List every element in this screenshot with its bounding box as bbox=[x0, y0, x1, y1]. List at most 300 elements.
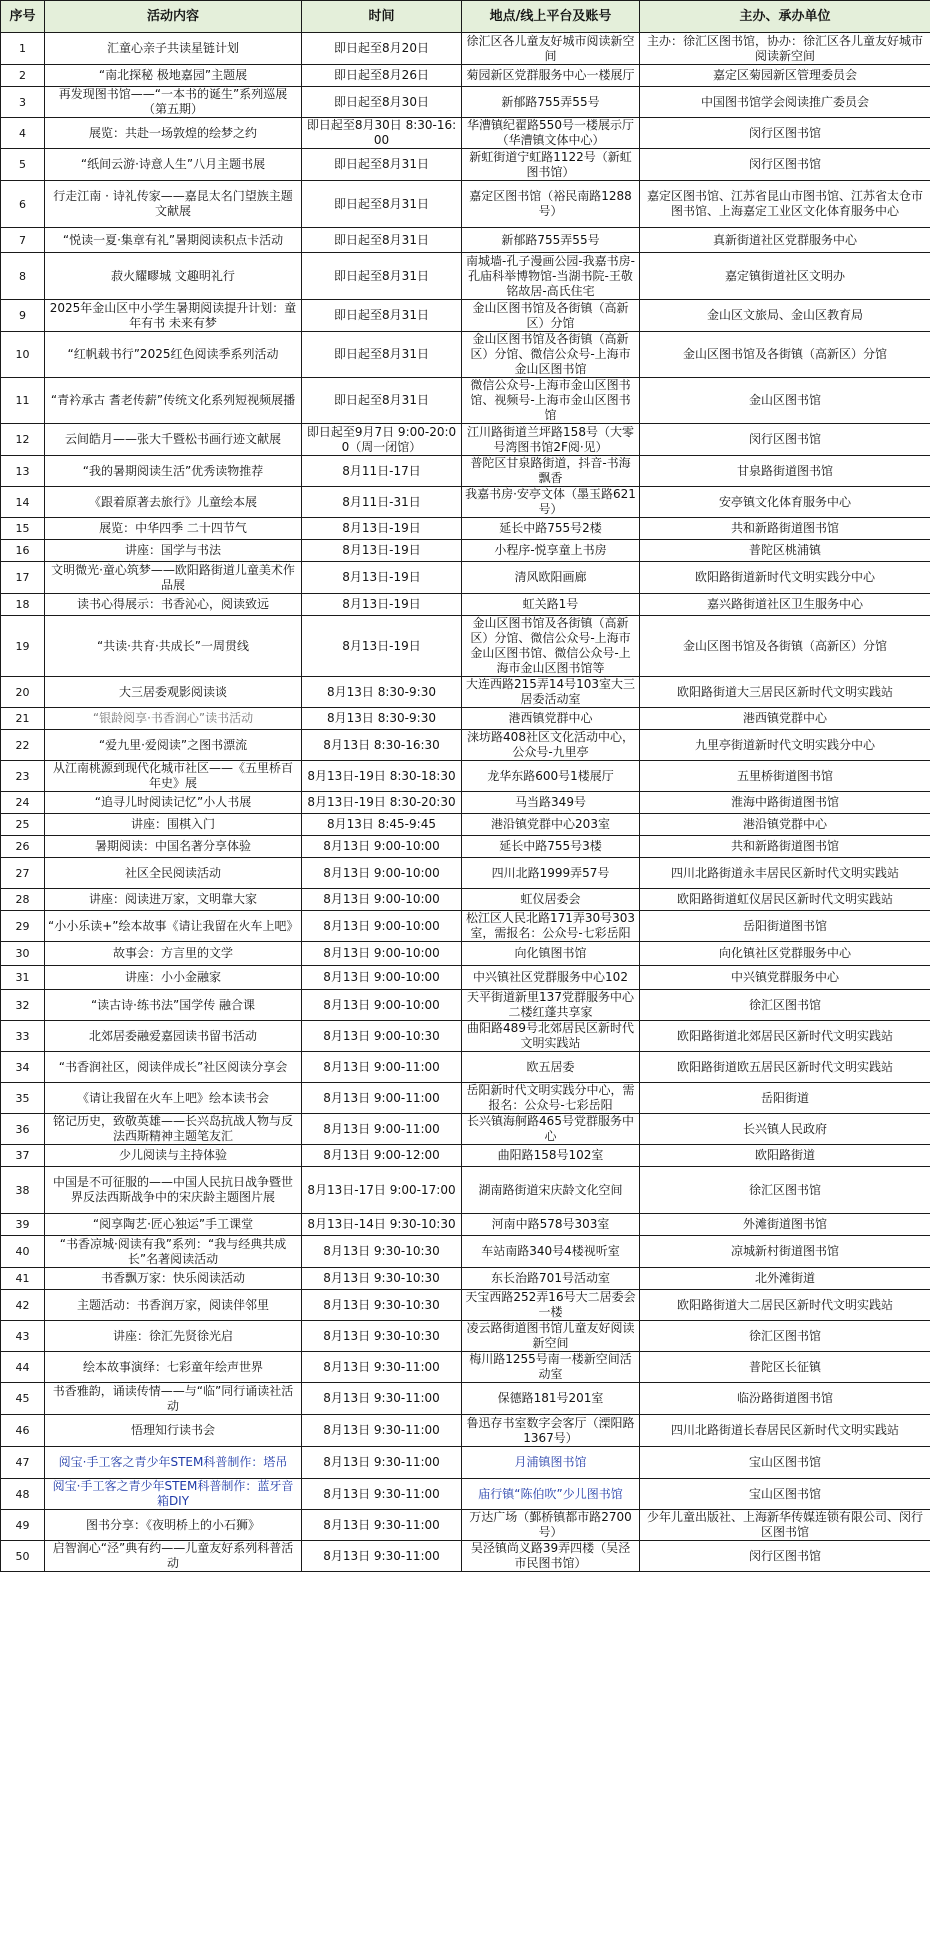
cell-time: 8月13日 8:30-9:30 bbox=[302, 708, 462, 730]
cell-no: 11 bbox=[1, 378, 45, 424]
cell-place: 金山区图书馆及各街镇（高新区）分馆、微信公众号-上海市金山区图书馆 bbox=[462, 332, 640, 378]
cell-no: 39 bbox=[1, 1214, 45, 1236]
cell-place: 天平街道新里137党群服务中心二楼红蓬共享家 bbox=[462, 990, 640, 1021]
table-header-row bbox=[1, 1, 930, 33]
cell-place: 马当路349号 bbox=[462, 792, 640, 814]
cell-no: 44 bbox=[1, 1352, 45, 1383]
cell-content: 菽火耀疁城 文趣明礼行 bbox=[45, 253, 302, 300]
cell-content: “银龄阅享·书香润心”读书活动 bbox=[45, 708, 302, 730]
table-row bbox=[1, 424, 930, 456]
cell-content: “纸间云游·诗意人生”八月主题书展 bbox=[45, 149, 302, 181]
cell-place: 庙行镇“陈伯吹”少儿图书馆 bbox=[462, 1479, 640, 1510]
cell-no: 12 bbox=[1, 424, 45, 456]
cell-time: 8月13日-14日 9:30-10:30 bbox=[302, 1214, 462, 1236]
cell-no: 20 bbox=[1, 677, 45, 708]
cell-org: 九里亭街道新时代文明实践分中心 bbox=[640, 730, 930, 761]
cell-place: 岳阳新时代文明实践分中心，需报名：公众号-七彩岳阳 bbox=[462, 1083, 640, 1114]
cell-no: 8 bbox=[1, 253, 45, 300]
table-row bbox=[1, 1510, 930, 1541]
table-row bbox=[1, 1290, 930, 1321]
cell-no: 31 bbox=[1, 966, 45, 990]
cell-org: 闵行区图书馆 bbox=[640, 424, 930, 456]
cell-no: 9 bbox=[1, 300, 45, 332]
cell-content: 从江南桃源到现代化城市社区——《五里桥百年史》展 bbox=[45, 761, 302, 792]
cell-time: 8月13日 9:30-11:00 bbox=[302, 1510, 462, 1541]
cell-content: 暑期阅读：中国名著分享体验 bbox=[45, 836, 302, 858]
cell-no: 3 bbox=[1, 87, 45, 118]
cell-org: 真新街道社区党群服务中心 bbox=[640, 228, 930, 253]
cell-org: 共和新路街道图书馆 bbox=[640, 518, 930, 540]
cell-time: 即日起至8月31日 bbox=[302, 253, 462, 300]
cell-time: 8月13日-19日 bbox=[302, 518, 462, 540]
cell-content: 书香雅韵，诵读传情——与“临”同行诵读社活动 bbox=[45, 1383, 302, 1415]
cell-org: 金山区图书馆及各街镇（高新区）分馆 bbox=[640, 332, 930, 378]
cell-content: 讲座：国学与书法 bbox=[45, 540, 302, 562]
cell-org: 共和新路街道图书馆 bbox=[640, 836, 930, 858]
cell-place: 虹仪居委会 bbox=[462, 889, 640, 911]
cell-time: 8月13日 9:00-10:30 bbox=[302, 1021, 462, 1052]
table-row bbox=[1, 87, 930, 118]
cell-no: 21 bbox=[1, 708, 45, 730]
cell-time: 即日起至8月31日 bbox=[302, 149, 462, 181]
cell-content: 中国是不可征服的——中国人民抗日战争暨世界反法西斯战争中的宋庆龄主题图片展 bbox=[45, 1167, 302, 1214]
cell-org: 岳阳街道 bbox=[640, 1083, 930, 1114]
table-row bbox=[1, 594, 930, 616]
cell-content: “青衿承古 耆老传薪”传统文化系列短视频展播 bbox=[45, 378, 302, 424]
cell-place: 金山区图书馆及各街镇（高新区）分馆、微信公众号-上海市金山区图书馆、微信公众号-上海市金山区图书馆等 bbox=[462, 616, 640, 677]
cell-place: 金山区图书馆及各街镇（高新区）分馆 bbox=[462, 300, 640, 332]
cell-place: 我嘉书房·安亭文体（墨玉路621号） bbox=[462, 487, 640, 518]
cell-no: 5 bbox=[1, 149, 45, 181]
cell-no: 15 bbox=[1, 518, 45, 540]
cell-time: 8月13日 9:00-10:00 bbox=[302, 836, 462, 858]
table-row bbox=[1, 616, 930, 677]
cell-place: 延长中路755号3楼 bbox=[462, 836, 640, 858]
cell-time: 8月13日 9:00-11:00 bbox=[302, 1052, 462, 1083]
cell-org: 普陀区桃浦镇 bbox=[640, 540, 930, 562]
cell-place: 湖南路街道宋庆龄文化空间 bbox=[462, 1167, 640, 1214]
table-row bbox=[1, 562, 930, 594]
cell-no: 10 bbox=[1, 332, 45, 378]
cell-place: 华漕镇纪翟路550号一楼展示厅（华漕镇文体中心） bbox=[462, 118, 640, 149]
cell-time: 8月13日 8:45-9:45 bbox=[302, 814, 462, 836]
cell-time: 8月13日 8:30-9:30 bbox=[302, 677, 462, 708]
table-row bbox=[1, 1214, 930, 1236]
cell-time: 8月13日 9:30-11:00 bbox=[302, 1447, 462, 1479]
header-place: 地点/线上平台及账号 bbox=[462, 1, 640, 33]
table-row bbox=[1, 253, 930, 300]
header-time: 时间 bbox=[302, 1, 462, 33]
cell-place: 菊园新区党群服务中心一楼展厅 bbox=[462, 65, 640, 87]
cell-place: 新虹街道宁虹路1122号（新虹图书馆） bbox=[462, 149, 640, 181]
table-row bbox=[1, 228, 930, 253]
cell-place: 天宝西路252弄16号大二居委会一楼 bbox=[462, 1290, 640, 1321]
cell-place: 向化镇图书馆 bbox=[462, 942, 640, 966]
cell-org: 四川北路街道长春居民区新时代文明实践站 bbox=[640, 1415, 930, 1447]
cell-place: 曲阳路158号102室 bbox=[462, 1145, 640, 1167]
cell-content: 图书分享：《夜明桥上的小石狮》 bbox=[45, 1510, 302, 1541]
cell-content: 云间皓月——张大千暨松书画行迹文献展 bbox=[45, 424, 302, 456]
table-row bbox=[1, 814, 930, 836]
cell-org: 嘉兴路街道社区卫生服务中心 bbox=[640, 594, 930, 616]
table-row bbox=[1, 708, 930, 730]
cell-no: 42 bbox=[1, 1290, 45, 1321]
cell-org: 嘉定区图书馆、江苏省昆山市图书馆、江苏省太仓市图书馆、上海嘉定工业区文化体育服务中心 bbox=[640, 181, 930, 228]
cell-no: 27 bbox=[1, 858, 45, 889]
cell-no: 17 bbox=[1, 562, 45, 594]
cell-org: 凉城新村街道图书馆 bbox=[640, 1236, 930, 1268]
cell-time: 8月13日-19日 8:30-18:30 bbox=[302, 761, 462, 792]
table-row bbox=[1, 761, 930, 792]
cell-content: 北郊居委融爱嘉园读书留书活动 bbox=[45, 1021, 302, 1052]
cell-org: 欧阳路街道 bbox=[640, 1145, 930, 1167]
cell-time: 8月13日-17日 9:00-17:00 bbox=[302, 1167, 462, 1214]
cell-place: 四川北路1999弄57号 bbox=[462, 858, 640, 889]
cell-content: “小小乐读+”绘本故事《请让我留在火车上吧》 bbox=[45, 911, 302, 942]
cell-org: 五里桥街道图书馆 bbox=[640, 761, 930, 792]
cell-org: 金山区图书馆 bbox=[640, 378, 930, 424]
cell-time: 8月13日-19日 bbox=[302, 594, 462, 616]
cell-org: 徐汇区图书馆 bbox=[640, 1321, 930, 1352]
cell-content: 读书心得展示：书香沁心，阅读致远 bbox=[45, 594, 302, 616]
cell-time: 即日起至8月31日 bbox=[302, 378, 462, 424]
table-row bbox=[1, 1052, 930, 1083]
cell-content: 讲座：小小金融家 bbox=[45, 966, 302, 990]
table-row bbox=[1, 792, 930, 814]
cell-no: 22 bbox=[1, 730, 45, 761]
cell-content: 社区全民阅读活动 bbox=[45, 858, 302, 889]
cell-place: 东长治路701号活动室 bbox=[462, 1268, 640, 1290]
header-content: 活动内容 bbox=[45, 1, 302, 33]
cell-content: “爱九里·爱阅读”之图书漂流 bbox=[45, 730, 302, 761]
cell-place: 微信公众号-上海市金山区图书馆、视频号-上海市金山区图书馆 bbox=[462, 378, 640, 424]
cell-content: 展览：共赴一场敦煌的绘梦之约 bbox=[45, 118, 302, 149]
cell-place: 龙华东路600号1楼展厅 bbox=[462, 761, 640, 792]
table-row bbox=[1, 118, 930, 149]
table-row bbox=[1, 456, 930, 487]
header-no: 序号 bbox=[1, 1, 45, 33]
cell-place: 小程序-悦享童上书房 bbox=[462, 540, 640, 562]
cell-content: “书香凉城·阅读有我”系列：“我与经典共成长”名著阅读活动 bbox=[45, 1236, 302, 1268]
cell-place: 梅川路1255号南一楼新空间活动室 bbox=[462, 1352, 640, 1383]
cell-content: 讲座：徐汇先贤徐光启 bbox=[45, 1321, 302, 1352]
cell-no: 43 bbox=[1, 1321, 45, 1352]
cell-content: 2025年金山区中小学生暑期阅读提升计划：童年有书 未来有梦 bbox=[45, 300, 302, 332]
table-row bbox=[1, 1021, 930, 1052]
table-row bbox=[1, 540, 930, 562]
table-row bbox=[1, 65, 930, 87]
cell-content: 展览：中华四季 二十四节气 bbox=[45, 518, 302, 540]
cell-no: 1 bbox=[1, 33, 45, 65]
cell-time: 8月13日 9:30-10:30 bbox=[302, 1321, 462, 1352]
cell-time: 8月13日 9:30-11:00 bbox=[302, 1479, 462, 1510]
cell-no: 33 bbox=[1, 1021, 45, 1052]
table-row bbox=[1, 1167, 930, 1214]
table-row bbox=[1, 836, 930, 858]
cell-time: 8月13日 9:30-11:00 bbox=[302, 1383, 462, 1415]
cell-org: 四川北路街道永丰居民区新时代文明实践站 bbox=[640, 858, 930, 889]
table-body bbox=[1, 33, 930, 1572]
cell-time: 8月13日 9:00-10:00 bbox=[302, 966, 462, 990]
cell-content: 启智润心“泾”典有约——儿童友好系列科普活动 bbox=[45, 1541, 302, 1572]
cell-org: 闵行区图书馆 bbox=[640, 118, 930, 149]
cell-content: 书香飘万家：快乐阅读活动 bbox=[45, 1268, 302, 1290]
cell-place: 吴泾镇尚义路39弄四楼（吴泾市民图书馆） bbox=[462, 1541, 640, 1572]
cell-org: 金山区图书馆及各街镇（高新区）分馆 bbox=[640, 616, 930, 677]
cell-place: 曲阳路489号北郊居民区新时代文明实践站 bbox=[462, 1021, 640, 1052]
cell-content: 文明微光·童心筑梦——欧阳路街道儿童美术作品展 bbox=[45, 562, 302, 594]
cell-time: 8月13日 9:00-10:00 bbox=[302, 858, 462, 889]
cell-content: 讲座：围棋入门 bbox=[45, 814, 302, 836]
cell-time: 即日起至8月30日 bbox=[302, 87, 462, 118]
cell-time: 8月13日 9:00-11:00 bbox=[302, 1114, 462, 1145]
cell-org: 欧阳路街道欧五居民区新时代文明实践站 bbox=[640, 1052, 930, 1083]
cell-org: 安亭镇文化体育服务中心 bbox=[640, 487, 930, 518]
cell-org: 主办：徐汇区图书馆，协办：徐汇区各儿童友好城市阅读新空间 bbox=[640, 33, 930, 65]
table-row bbox=[1, 1479, 930, 1510]
cell-org: 北外滩街道 bbox=[640, 1268, 930, 1290]
cell-content: “阅享陶艺·匠心独运”手工课堂 bbox=[45, 1214, 302, 1236]
cell-content: 绘本故事演绎：七彩童年绘声世界 bbox=[45, 1352, 302, 1383]
cell-time: 8月13日 9:30-11:00 bbox=[302, 1415, 462, 1447]
cell-time: 8月13日-19日 8:30-20:30 bbox=[302, 792, 462, 814]
cell-time: 即日起至8月26日 bbox=[302, 65, 462, 87]
cell-time: 8月13日-19日 bbox=[302, 562, 462, 594]
cell-org: 宝山区图书馆 bbox=[640, 1479, 930, 1510]
cell-content: 阅宝·手工客之青少年STEM科普制作：蓝牙音箱DIY bbox=[45, 1479, 302, 1510]
cell-no: 41 bbox=[1, 1268, 45, 1290]
table-row bbox=[1, 149, 930, 181]
cell-time: 8月13日 9:00-10:00 bbox=[302, 942, 462, 966]
cell-org: 欧阳路街道北郊居民区新时代文明实践站 bbox=[640, 1021, 930, 1052]
cell-time: 8月13日 9:00-12:00 bbox=[302, 1145, 462, 1167]
table-row bbox=[1, 1541, 930, 1572]
cell-no: 40 bbox=[1, 1236, 45, 1268]
header-org: 主办、承办单位 bbox=[640, 1, 930, 33]
table-row bbox=[1, 942, 930, 966]
cell-org: 外滩街道图书馆 bbox=[640, 1214, 930, 1236]
cell-no: 4 bbox=[1, 118, 45, 149]
cell-no: 38 bbox=[1, 1167, 45, 1214]
cell-content: “书香润社区，阅读伴成长”社区阅读分享会 bbox=[45, 1052, 302, 1083]
cell-content: 主题活动：书香润万家，阅读伴邻里 bbox=[45, 1290, 302, 1321]
cell-place: 南城墙-孔子漫画公园-我嘉书房-孔庙科举博物馆-当湖书院-王敬铭故居-高氏住宅 bbox=[462, 253, 640, 300]
cell-content: 阅宝·手工客之青少年STEM科普制作：塔吊 bbox=[45, 1447, 302, 1479]
cell-place: 新郁路755弄55号 bbox=[462, 87, 640, 118]
cell-place: 涞坊路408社区文化活动中心，公众号-九里亭 bbox=[462, 730, 640, 761]
cell-content: 讲座：阅读进万家，文明靠大家 bbox=[45, 889, 302, 911]
cell-place: 欧五居委 bbox=[462, 1052, 640, 1083]
table-row bbox=[1, 1236, 930, 1268]
cell-content: 再发现图书馆——“一本书的诞生”系列巡展（第五期） bbox=[45, 87, 302, 118]
table-row bbox=[1, 1083, 930, 1114]
cell-no: 47 bbox=[1, 1447, 45, 1479]
cell-org: 中国图书馆学会阅读推广委员会 bbox=[640, 87, 930, 118]
table-row bbox=[1, 1447, 930, 1479]
cell-org: 长兴镇人民政府 bbox=[640, 1114, 930, 1145]
table-row bbox=[1, 858, 930, 889]
table-row bbox=[1, 966, 930, 990]
cell-org: 港沿镇党群中心 bbox=[640, 814, 930, 836]
cell-time: 8月13日-19日 bbox=[302, 540, 462, 562]
table-row bbox=[1, 1415, 930, 1447]
cell-time: 8月13日 9:30-10:30 bbox=[302, 1290, 462, 1321]
cell-place: 虹关路1号 bbox=[462, 594, 640, 616]
cell-place: 港西镇党群中心 bbox=[462, 708, 640, 730]
cell-content: “追寻儿时阅读记忆”小人书展 bbox=[45, 792, 302, 814]
cell-no: 29 bbox=[1, 911, 45, 942]
table-row bbox=[1, 990, 930, 1021]
cell-content: 行走江南 · 诗礼传家——嘉昆太名门望族主题文献展 bbox=[45, 181, 302, 228]
table-row bbox=[1, 1114, 930, 1145]
table-row bbox=[1, 1352, 930, 1383]
cell-org: 宝山区图书馆 bbox=[640, 1447, 930, 1479]
cell-time: 即日起至8月30日 8:30-16:00 bbox=[302, 118, 462, 149]
cell-org: 临汾路街道图书馆 bbox=[640, 1383, 930, 1415]
cell-no: 37 bbox=[1, 1145, 45, 1167]
cell-content: “读古诗·练书法”国学传 融合课 bbox=[45, 990, 302, 1021]
table-row bbox=[1, 487, 930, 518]
table-row bbox=[1, 181, 930, 228]
cell-place: 延长中路755号2楼 bbox=[462, 518, 640, 540]
cell-place: 月浦镇图书馆 bbox=[462, 1447, 640, 1479]
table-row bbox=[1, 889, 930, 911]
cell-place: 松江区人民北路171弄30号303室，需报名：公众号-七彩岳阳 bbox=[462, 911, 640, 942]
cell-org: 欧阳路街道虹仪居民区新时代文明实践站 bbox=[640, 889, 930, 911]
cell-no: 48 bbox=[1, 1479, 45, 1510]
cell-no: 30 bbox=[1, 942, 45, 966]
cell-time: 8月13日 9:00-10:00 bbox=[302, 990, 462, 1021]
cell-time: 8月11日-31日 bbox=[302, 487, 462, 518]
table-row bbox=[1, 300, 930, 332]
cell-place: 江川路街道兰坪路158号（大零号湾图书馆2F阅·见） bbox=[462, 424, 640, 456]
cell-place: 凌云路街道图书馆儿童友好阅读新空间 bbox=[462, 1321, 640, 1352]
cell-place: 长兴镇海舸路465号党群服务中心 bbox=[462, 1114, 640, 1145]
cell-content: “我的暑期阅读生活”优秀读物推荐 bbox=[45, 456, 302, 487]
cell-time: 8月13日 9:30-11:00 bbox=[302, 1352, 462, 1383]
cell-time: 即日起至8月31日 bbox=[302, 300, 462, 332]
table-row bbox=[1, 911, 930, 942]
cell-place: 徐汇区各儿童友好城市阅读新空间 bbox=[462, 33, 640, 65]
cell-time: 8月13日 9:00-10:00 bbox=[302, 911, 462, 942]
cell-org: 欧阳路街道大二居民区新时代文明实践站 bbox=[640, 1290, 930, 1321]
cell-time: 即日起至8月31日 bbox=[302, 228, 462, 253]
cell-content: 悟理知行读书会 bbox=[45, 1415, 302, 1447]
cell-place: 嘉定区图书馆（裕民南路1288号） bbox=[462, 181, 640, 228]
cell-no: 13 bbox=[1, 456, 45, 487]
cell-org: 嘉定区菊园新区管理委员会 bbox=[640, 65, 930, 87]
cell-time: 8月13日 9:00-10:00 bbox=[302, 889, 462, 911]
cell-place: 大连西路215弄14号103室大三居委活动室 bbox=[462, 677, 640, 708]
cell-org: 少年儿童出版社、上海新华传媒连锁有限公司、闵行区图书馆 bbox=[640, 1510, 930, 1541]
cell-place: 鲁迅存书室数字会客厅（溧阳路1367号） bbox=[462, 1415, 640, 1447]
cell-content: 大三居委观影阅读谈 bbox=[45, 677, 302, 708]
cell-time: 8月13日 9:30-11:00 bbox=[302, 1541, 462, 1572]
cell-no: 25 bbox=[1, 814, 45, 836]
cell-time: 即日起至8月31日 bbox=[302, 181, 462, 228]
cell-org: 普陀区长征镇 bbox=[640, 1352, 930, 1383]
cell-place: 普陀区甘泉路街道，抖音-书海飘香 bbox=[462, 456, 640, 487]
table-row bbox=[1, 1268, 930, 1290]
cell-content: 故事会：方言里的文学 bbox=[45, 942, 302, 966]
table-row bbox=[1, 33, 930, 65]
table-row bbox=[1, 1383, 930, 1415]
cell-content: “红帆载书行”2025红色阅读季系列活动 bbox=[45, 332, 302, 378]
cell-time: 8月13日 8:30-16:30 bbox=[302, 730, 462, 761]
cell-no: 19 bbox=[1, 616, 45, 677]
cell-org: 淮海中路街道图书馆 bbox=[640, 792, 930, 814]
cell-no: 14 bbox=[1, 487, 45, 518]
cell-org: 岳阳街道图书馆 bbox=[640, 911, 930, 942]
cell-no: 45 bbox=[1, 1383, 45, 1415]
cell-time: 8月13日-19日 bbox=[302, 616, 462, 677]
cell-no: 18 bbox=[1, 594, 45, 616]
cell-no: 28 bbox=[1, 889, 45, 911]
cell-time: 8月13日 9:30-10:30 bbox=[302, 1236, 462, 1268]
cell-no: 49 bbox=[1, 1510, 45, 1541]
table-row bbox=[1, 1145, 930, 1167]
cell-place: 港沿镇党群中心203室 bbox=[462, 814, 640, 836]
table-row bbox=[1, 332, 930, 378]
cell-content: “悦读一夏·集章有礼”暑期阅读积点卡活动 bbox=[45, 228, 302, 253]
cell-place: 万达广场（鄞桥镇都市路2700号） bbox=[462, 1510, 640, 1541]
cell-org: 闵行区图书馆 bbox=[640, 149, 930, 181]
cell-place: 新郁路755弄55号 bbox=[462, 228, 640, 253]
cell-no: 26 bbox=[1, 836, 45, 858]
cell-content: 汇童心亲子共读星链计划 bbox=[45, 33, 302, 65]
cell-org: 闵行区图书馆 bbox=[640, 1541, 930, 1572]
cell-no: 24 bbox=[1, 792, 45, 814]
cell-content: 少儿阅读与主持体验 bbox=[45, 1145, 302, 1167]
cell-org: 徐汇区图书馆 bbox=[640, 990, 930, 1021]
cell-org: 港西镇党群中心 bbox=[640, 708, 930, 730]
cell-no: 50 bbox=[1, 1541, 45, 1572]
cell-content: “共读·共育·共成长”一周贯线 bbox=[45, 616, 302, 677]
cell-no: 36 bbox=[1, 1114, 45, 1145]
cell-org: 金山区文旅局、金山区教育局 bbox=[640, 300, 930, 332]
cell-place: 中兴镇社区党群服务中心102 bbox=[462, 966, 640, 990]
cell-place: 保德路181号201室 bbox=[462, 1383, 640, 1415]
cell-no: 6 bbox=[1, 181, 45, 228]
cell-no: 32 bbox=[1, 990, 45, 1021]
cell-content: 《跟着原著去旅行》儿童绘本展 bbox=[45, 487, 302, 518]
table-row bbox=[1, 518, 930, 540]
cell-org: 徐汇区图书馆 bbox=[640, 1167, 930, 1214]
cell-no: 23 bbox=[1, 761, 45, 792]
table-row bbox=[1, 378, 930, 424]
cell-content: 《请让我留在火车上吧》绘本读书会 bbox=[45, 1083, 302, 1114]
cell-no: 16 bbox=[1, 540, 45, 562]
table-row bbox=[1, 730, 930, 761]
cell-org: 向化镇社区党群服务中心 bbox=[640, 942, 930, 966]
cell-time: 8月11日-17日 bbox=[302, 456, 462, 487]
cell-content: “南北探秘 极地嘉园”主题展 bbox=[45, 65, 302, 87]
cell-no: 2 bbox=[1, 65, 45, 87]
table-row bbox=[1, 1321, 930, 1352]
cell-org: 中兴镇党群服务中心 bbox=[640, 966, 930, 990]
cell-org: 欧阳路街道新时代文明实践分中心 bbox=[640, 562, 930, 594]
cell-time: 8月13日 9:00-11:00 bbox=[302, 1083, 462, 1114]
cell-time: 即日起至9月7日 9:00-20:00（周一闭馆） bbox=[302, 424, 462, 456]
cell-place: 河南中路578号303室 bbox=[462, 1214, 640, 1236]
cell-place: 清风欧阳画廊 bbox=[462, 562, 640, 594]
cell-org: 嘉定镇街道社区文明办 bbox=[640, 253, 930, 300]
cell-no: 35 bbox=[1, 1083, 45, 1114]
cell-time: 即日起至8月20日 bbox=[302, 33, 462, 65]
table-row bbox=[1, 677, 930, 708]
cell-org: 甘泉路街道图书馆 bbox=[640, 456, 930, 487]
cell-time: 即日起至8月31日 bbox=[302, 332, 462, 378]
